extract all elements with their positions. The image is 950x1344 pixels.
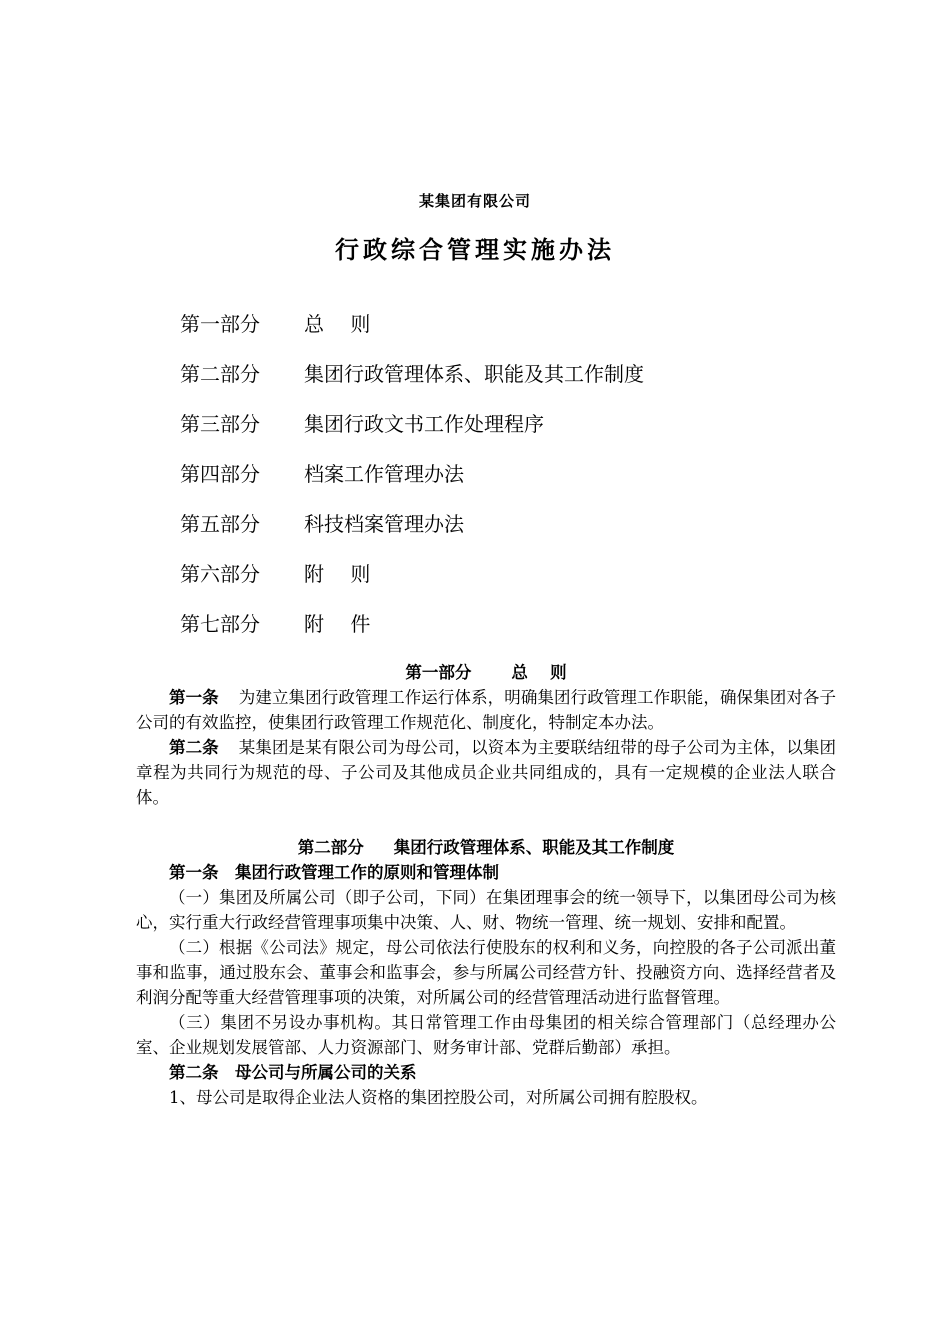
toc-item-title: 科技档案管理办法 xyxy=(304,512,464,536)
toc-item-title: 集团行政文书工作处理程序 xyxy=(304,412,544,436)
company-name: 某集团有限公司 xyxy=(418,192,531,210)
toc-item-title: 总 则 xyxy=(304,312,371,336)
toc-item xyxy=(180,358,644,408)
section-heading-part1 xyxy=(136,660,836,685)
article-text: 某集团是某有限公司为母公司，以资本为主要联结纽带的母子公司为主体，以集团章程为共同行为规范的母、子公司及其他成员企业共同组成的，具有一定规模的企业法人联合体。 xyxy=(136,738,837,807)
article-heading-text: 第一条 集团行政管理工作的原则和管理体制 xyxy=(169,863,499,882)
article-label: 第一条 xyxy=(169,688,219,707)
toc-item xyxy=(180,608,644,658)
section-title: 集团行政管理体系、职能及其工作制度 xyxy=(393,838,675,857)
toc-item xyxy=(180,458,644,508)
toc-item-number: 第二部分 xyxy=(180,362,260,386)
article-heading xyxy=(136,1060,836,1085)
toc-item-number: 第五部分 xyxy=(180,512,260,536)
article-paragraph xyxy=(136,685,836,735)
article-heading xyxy=(136,860,836,885)
section-heading-part2 xyxy=(136,835,836,860)
article-label: 第二条 xyxy=(169,738,219,757)
document-title: 行政综合管理实施办法 xyxy=(335,236,615,264)
paragraph: （二）根据《公司法》规定，母公司依法行使股东的权利和义务，向控股的各子公司派出董事和监事，通过股东会、董事会和监事会，参与所属公司经营方针、投融资方向、选择经营者及利润分配等重大经营管理事项的决策，对所属公司的经营管理活动进行监督管理。 xyxy=(136,938,836,1007)
toc-item-number: 第三部分 xyxy=(180,412,260,436)
section-title: 总 则 xyxy=(511,663,567,682)
section-number: 第一部分 xyxy=(405,663,472,682)
toc-item-title: 附 则 xyxy=(304,562,371,586)
toc-item xyxy=(180,408,644,458)
toc-item-title: 档案工作管理办法 xyxy=(304,462,464,486)
article-text: 为建立集团行政管理工作运行体系，明确集团行政管理工作职能，确保集团对各子公司的有效监控，使集团行政管理工作规范化、制度化，特制定本办法。 xyxy=(136,688,837,732)
toc-item xyxy=(180,508,644,558)
toc-item-number: 第一部分 xyxy=(180,312,260,336)
toc-item-title: 集团行政管理体系、职能及其工作制度 xyxy=(304,362,644,386)
section-number: 第二部分 xyxy=(297,838,364,857)
document-body xyxy=(136,660,836,1110)
article-heading-text: 第二条 母公司与所属公司的关系 xyxy=(169,1063,417,1082)
toc-item-number: 第六部分 xyxy=(180,562,260,586)
toc-item xyxy=(180,558,644,608)
toc-item xyxy=(180,308,644,358)
toc-item-number: 第四部分 xyxy=(180,462,260,486)
toc-item-title: 附 件 xyxy=(304,612,371,636)
article-paragraph xyxy=(136,735,836,810)
toc-item-number: 第七部分 xyxy=(180,612,260,636)
paragraph: 1、母公司是取得企业法人资格的集团控股公司，对所属公司拥有腔股权。 xyxy=(169,1088,708,1107)
paragraph: （一）集团及所属公司（即子公司，下同）在集团理事会的统一领导下，以集团母公司为核心，实行重大行政经营管理事项集中决策、人、财、物统一管理、统一规划、安排和配置。 xyxy=(136,888,836,932)
table-of-contents xyxy=(180,308,644,658)
paragraph: （三）集团不另设办事机构。其日常管理工作由母集团的相关综合管理部门（总经理办公室、企业规划发展管部、人力资源部门、财务审计部、党群后勤部）承担。 xyxy=(136,1013,836,1057)
